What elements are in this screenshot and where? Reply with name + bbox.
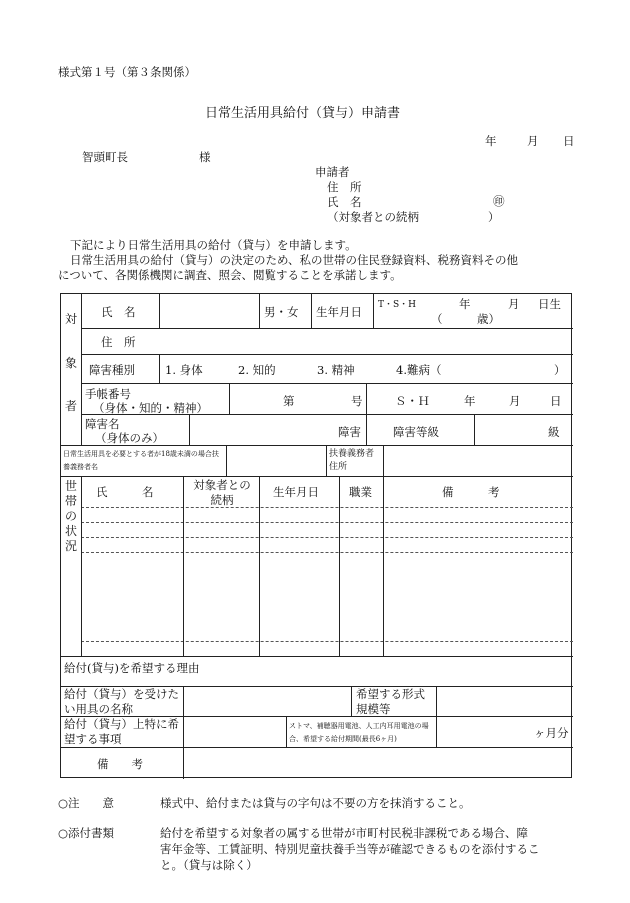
- issue-era-label: Ｓ・Ｈ: [395, 394, 430, 408]
- item-name-label: 給付（貸与）を受けたい用具の名称: [64, 687, 179, 716]
- household-label-char-4: 状: [65, 524, 78, 538]
- disability-grade-label: 障害等級: [393, 425, 439, 439]
- addressee: 智頭町長: [82, 150, 128, 164]
- attachment-line-2: 害年金等、工賃証明、特別児童扶養手当等が確認できるものを添付するこ: [160, 842, 540, 856]
- disability-name-label: 障害名: [85, 417, 120, 431]
- relation-label: （対象者との続柄 ）: [327, 210, 500, 224]
- applicant-address-label: 住 所: [327, 180, 362, 194]
- special-request-label: 給付（貸与）上特に希望する事項: [64, 717, 179, 746]
- disability-type-option-2[interactable]: 2. 知的: [238, 363, 276, 377]
- issue-year-label: 年: [464, 394, 476, 408]
- age-field[interactable]: （ 歳）: [431, 312, 500, 326]
- address-label: 住 所: [101, 335, 136, 349]
- date-day: 日: [563, 134, 575, 148]
- household-label-char-2: 帯: [65, 494, 78, 508]
- issue-month-label: 月: [509, 394, 521, 408]
- model-label: 希望する形式規模等: [356, 687, 425, 716]
- household-relation-header: 対象者との続柄: [193, 478, 251, 507]
- applicant-name-label: 氏 名: [327, 195, 362, 209]
- remarks-label: 備 考: [97, 757, 143, 771]
- disability-type-option-4[interactable]: 4.難病（: [396, 363, 442, 377]
- honorific: 様: [199, 150, 211, 164]
- seal-mark: ㊞: [493, 194, 505, 208]
- note-label: ○注 意: [58, 796, 115, 810]
- handbook-number-prefix: 第: [283, 394, 295, 408]
- note-text: 様式中、給付または貸与の字句は不要の方を抹消すること。: [160, 796, 471, 810]
- stoma-note: ストマ、補聴器用電池、人工内耳用電池の場合、希望する給付期間(最長6ヶ月): [289, 722, 429, 743]
- page-title: 日常生活用具給付（貸与）申請書: [205, 106, 401, 121]
- reason-label: 給付(貸与)を希望する理由: [64, 661, 200, 675]
- disability-type-close: ）: [554, 363, 566, 377]
- disability-type-option-1[interactable]: 1. 身体: [165, 363, 203, 377]
- disability-suffix: 障害: [338, 425, 361, 439]
- handbook-types-label: （身体・知的・精神）: [93, 401, 208, 415]
- subject-label-char-1: 対: [65, 312, 78, 326]
- grade-suffix: 級: [548, 425, 560, 439]
- guardian-name-label: 日常生活用具を必要とする者が18歳未満の場合扶養義務者名: [63, 450, 219, 471]
- application-table: [60, 293, 572, 778]
- household-label-char-5: 況: [65, 539, 78, 553]
- household-birth-header: 生年月日: [273, 485, 319, 499]
- subject-label-char-3: 者: [65, 399, 78, 413]
- household-name-header: 氏 名: [96, 485, 154, 499]
- birth-year-label: 年: [459, 297, 471, 311]
- form-number: 様式第１号（第３条関係）: [58, 65, 196, 79]
- attachment-line-3: と。（貸与は除く）: [160, 858, 258, 872]
- birth-month-label: 月: [508, 297, 520, 311]
- months-label: ヶ月分: [534, 726, 569, 740]
- attachment-line-1: 給付を希望する対象者の属する世帯が市町村民税非課税である場合、障: [160, 826, 528, 840]
- intro-line-3: について、各関係機関に調査、照会、閲覧することを承諾します。: [58, 268, 402, 282]
- issue-day-label: 日: [550, 394, 562, 408]
- household-label-char-1: 世: [65, 479, 78, 493]
- household-job-header: 職業: [349, 485, 372, 499]
- household-label-char-3: の: [65, 509, 78, 523]
- guardian-address-label: 扶養義務者住所: [329, 449, 375, 472]
- handbook-number-label: 手帳番号: [85, 387, 131, 401]
- attachment-label: ○添付書類: [58, 826, 115, 840]
- birth-day-label: 日生: [538, 297, 561, 311]
- date-year: 年: [485, 134, 497, 148]
- birth-date-label: 生年月日: [316, 305, 362, 319]
- name-label: 氏 名: [101, 305, 136, 319]
- sex-field[interactable]: 男・女: [264, 305, 299, 319]
- household-notes-header: 備 考: [442, 485, 500, 499]
- intro-line-2: 日常生活用具の給付（貸与）の決定のため、私の世帯の住民登録資料、税務資料その他: [70, 253, 519, 267]
- date-month: 月: [527, 134, 539, 148]
- disability-type-option-3[interactable]: 3. 精神: [317, 363, 355, 377]
- subject-label-char-2: 象: [65, 356, 78, 370]
- handbook-number-suffix: 号: [351, 394, 363, 408]
- disability-type-label: 障害種別: [89, 363, 135, 377]
- era-options[interactable]: T・S・H: [378, 300, 417, 310]
- intro-line-1: 下記により日常生活用具の給付（貸与）を申請します。: [70, 238, 357, 252]
- disability-name-note: （身体のみ）: [95, 431, 164, 445]
- applicant-label: 申請者: [315, 165, 350, 179]
